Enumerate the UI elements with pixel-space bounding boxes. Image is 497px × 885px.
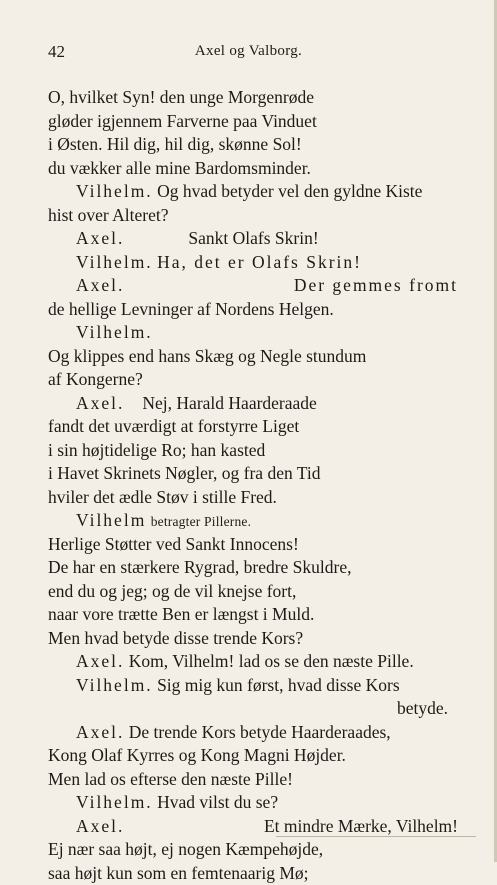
dialogue-text: betyde. xyxy=(397,697,448,721)
speaker-name: Axel. xyxy=(76,651,124,671)
dialogue-text: Sankt Olafs Skrin! xyxy=(188,228,318,248)
text-line xyxy=(48,697,458,721)
speaker-name: Axel. xyxy=(76,816,124,836)
text-line: Men lad os efterse den næste Pille! xyxy=(48,768,458,792)
text-line: Og klippes end hans Skæg og Negle stundum xyxy=(48,345,458,369)
page-bottom-rule xyxy=(276,836,476,837)
dialogue-text: Hvad vilst du se? xyxy=(157,792,278,812)
text-line: Ej nær saa højt, ej nogen Kæmpehøjde, xyxy=(48,838,458,862)
text-line xyxy=(48,180,458,204)
text-line xyxy=(48,392,458,416)
speaker-name: Axel. xyxy=(76,393,124,413)
text-line: fandt det uværdigt at forstyrre Liget xyxy=(48,415,458,439)
text-line: gløder igjennem Farverne paa Vinduet xyxy=(48,110,458,134)
dialogue-text: De trende Kors betyde Haarderaades, xyxy=(129,722,391,742)
text-line xyxy=(48,509,458,533)
text-line xyxy=(48,721,458,745)
text-line: i Havet Skrinets Nøgler, og fra den Tid xyxy=(48,462,458,486)
text-line: Men hvad betyde disse trende Kors? xyxy=(48,627,458,651)
speaker-name: Axel. xyxy=(76,275,124,295)
text-line: i Østen. Hil dig, hil dig, skønne Sol! xyxy=(48,133,458,157)
text-line: end du og jeg; og de vil knejse fort, xyxy=(48,580,458,604)
text-line: du vækker alle mine Bardomsminder. xyxy=(48,157,458,181)
speaker-name: Vilhelm. xyxy=(76,792,153,812)
text-line: de hellige Levninger af Nordens Helgen. xyxy=(48,298,458,322)
text-line: Kong Olaf Kyrres og Kong Magni Højder. xyxy=(48,744,458,768)
dialogue-text: Et mindre Mærke, Vilhelm! xyxy=(264,815,458,839)
text-line: naar vore trætte Ben er længst i Muld. xyxy=(48,603,458,627)
dialogue-text: Sig mig kun først, hvad disse Kors xyxy=(157,675,400,695)
dialogue-text: Og hvad betyder vel den gyldne Kiste xyxy=(157,181,422,201)
speaker-name: Vilhelm xyxy=(76,510,146,530)
text-line: i sin højtidelige Ro; han kasted xyxy=(48,439,458,463)
text-line: O, hvilket Syn! den unge Morgenrøde xyxy=(48,86,458,110)
dialogue-text: Kom, Vilhelm! lad os se den næste Pille. xyxy=(129,651,414,671)
text-line xyxy=(48,321,458,345)
running-head: Axel og Valborg. xyxy=(0,43,497,60)
text-line xyxy=(48,227,458,251)
stage-direction: betragter Pillerne. xyxy=(151,514,252,529)
text-line: af Kongerne? xyxy=(48,368,458,392)
dialogue-text: Nej, Harald Haarderaade xyxy=(142,393,316,413)
speaker-name: Vilhelm. xyxy=(76,252,153,272)
text-line: hist over Alteret? xyxy=(48,204,458,228)
text-line: saa højt kun som en femtenaarig Mø; xyxy=(48,862,458,885)
speaker-name: Vilhelm. xyxy=(76,181,153,201)
text-line xyxy=(48,650,458,674)
text-line xyxy=(48,674,458,698)
speaker-name: Vilhelm. xyxy=(76,675,153,695)
speaker-name: Axel. xyxy=(76,722,124,742)
text-line xyxy=(48,815,458,839)
text-line: De har en stærkere Rygrad, bredre Skuldre, xyxy=(48,556,458,580)
page-number: 42 xyxy=(48,42,65,62)
text-line: Herlige Støtter ved Sankt Innocens! xyxy=(48,533,458,557)
text-line: hviler det ædle Støv i stille Fred. xyxy=(48,486,458,510)
text-line xyxy=(48,274,458,298)
text-line xyxy=(48,791,458,815)
speaker-name: Vilhelm. xyxy=(76,322,153,342)
dialogue-text: Der gemmes fromt xyxy=(294,274,458,298)
speaker-name: Axel. xyxy=(76,228,124,248)
text-body xyxy=(48,86,458,885)
text-line xyxy=(48,251,458,275)
dialogue-text: Ha, det er Olafs Skrin! xyxy=(157,252,362,272)
